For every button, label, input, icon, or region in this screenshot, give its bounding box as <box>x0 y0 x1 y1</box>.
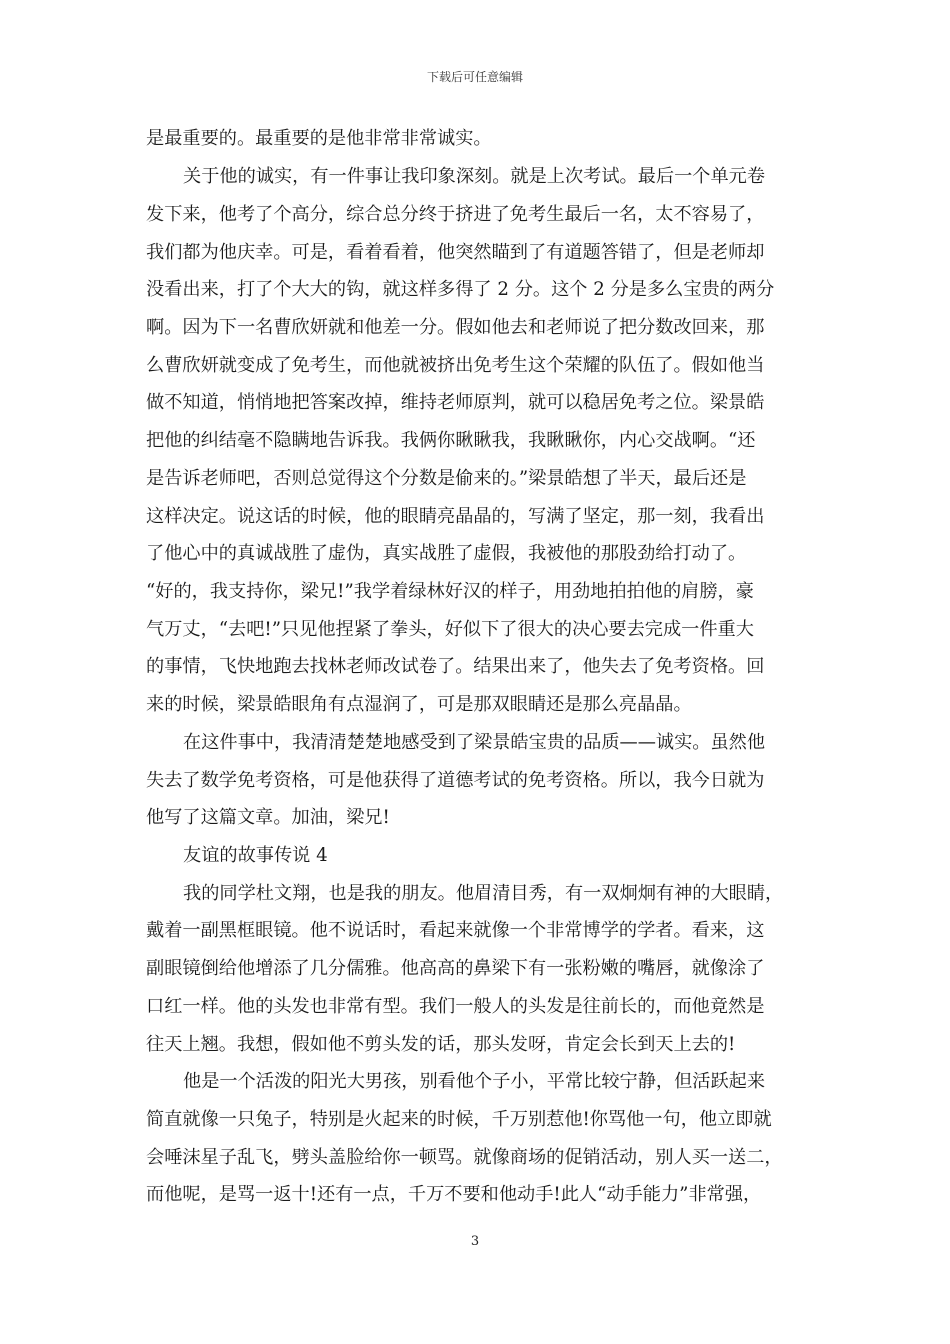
text-line: 关于他的诚实，有一件事让我印象深刻。就是上次考试。最后一个单元卷 <box>183 166 766 187</box>
text-line: 做不知道，悄悄地把答案改掉，维持老师原判，就可以稳居免考之位。梁景皓 <box>146 392 765 413</box>
text-line: 口红一样。他的头发也非常有型。我们一般人的头发是往前长的，而他竟然是 <box>146 996 765 1017</box>
text-line: 他写了这篇文章。加油，梁兄! <box>146 807 390 828</box>
text-line: 在这件事中，我清清楚楚地感受到了梁景皓宝贵的品质——诚实。虽然他 <box>183 732 766 753</box>
text-line: “好的，我支持你，梁兄!”我学着绿林好汉的样子，用劲地拍拍他的肩膀，豪 <box>146 581 754 602</box>
text-line: 是告诉老师吧，否则总觉得这个分数是偷来的。”梁景皓想了半天，最后还是 <box>146 468 747 489</box>
text-line: 么曹欣妍就变成了免考生，而他就被挤出免考生这个荣耀的队伍了。假如他当 <box>146 355 765 376</box>
text-line: 副眼镜倒给他增添了几分儒雅。他高高的鼻梁下有一张粉嫩的嘴唇，就像涂了 <box>146 958 765 979</box>
text-line: 这样决定。说这话的时候，他的眼睛亮晶晶的，写满了坚定，那一刻，我看出 <box>146 506 765 527</box>
text-line: 失去了数学免考资格，可是他获得了道德考试的免考资格。所以，我今日就为 <box>146 770 765 791</box>
text-line: 戴着一副黑框眼镜。他不说话时，看起来就像一个非常博学的学者。看来，这 <box>146 920 765 941</box>
text-line: 没看出来，打了个大大的钩，就这样多得了 2 分。这个 2 分是多么宝贵的两分 <box>146 279 775 300</box>
section-heading: 友谊的故事传说 4 <box>183 845 328 866</box>
text-line: 气万丈，“去吧!”只见他捏紧了拳头，好似下了很大的决心要去完成一件重大 <box>146 619 754 640</box>
text-line: 来的时候，梁景皓眼角有点湿润了，可是那双眼睛还是那么亮晶晶。 <box>146 694 692 715</box>
text-line: 发下来，他考了个高分，综合总分终于挤进了免考生最后一名，太不容易了， <box>146 204 765 225</box>
text-line: 简直就像一只兔子，特别是火起来的时候，千万别惹他!你骂他一句，他立即就 <box>146 1109 772 1130</box>
text-line: 会唾沫星子乱飞，劈头盖脸给你一顿骂。就像商场的促销活动，别人买一送二， <box>146 1147 783 1168</box>
text-line: 的事情，飞快地跑去找林老师改试卷了。结果出来了，他失去了免考资格。回 <box>146 656 765 677</box>
text-line: 把他的纠结毫不隐瞒地告诉我。我俩你瞅瞅我，我瞅瞅你，内心交战啊。“还 <box>146 430 756 451</box>
text-line: 他是一个活泼的阳光大男孩，别看他个子小，平常比较宁静，但活跃起来 <box>183 1071 766 1092</box>
text-line: 了他心中的真诚战胜了虚伪，真实战胜了虚假，我被他的那股劲给打动了。 <box>146 543 747 564</box>
text-line: 是最重要的。最重要的是他非常非常诚实。 <box>146 128 492 149</box>
page-number: 3 <box>470 1234 480 1249</box>
text-line: 啊。因为下一名曹欣妍就和他差一分。假如他去和老师说了把分数改回来，那 <box>146 317 765 338</box>
page-header: 下载后可任意编辑 <box>426 70 523 84</box>
text-line: 我的同学杜文翔，也是我的朋友。他眉清目秀，有一双炯炯有神的大眼睛， <box>183 883 784 904</box>
text-line: 往天上翘。我想，假如他不剪头发的话，那头发呀，肯定会长到天上去的! <box>146 1034 736 1055</box>
text-line: 而他呢，是骂一返十!还有一点，千万不要和他动手!此人“动手能力”非常强， <box>146 1184 762 1205</box>
text-line: 我们都为他庆幸。可是，看着看着，他突然瞄到了有道题答错了，但是老师却 <box>146 242 765 263</box>
